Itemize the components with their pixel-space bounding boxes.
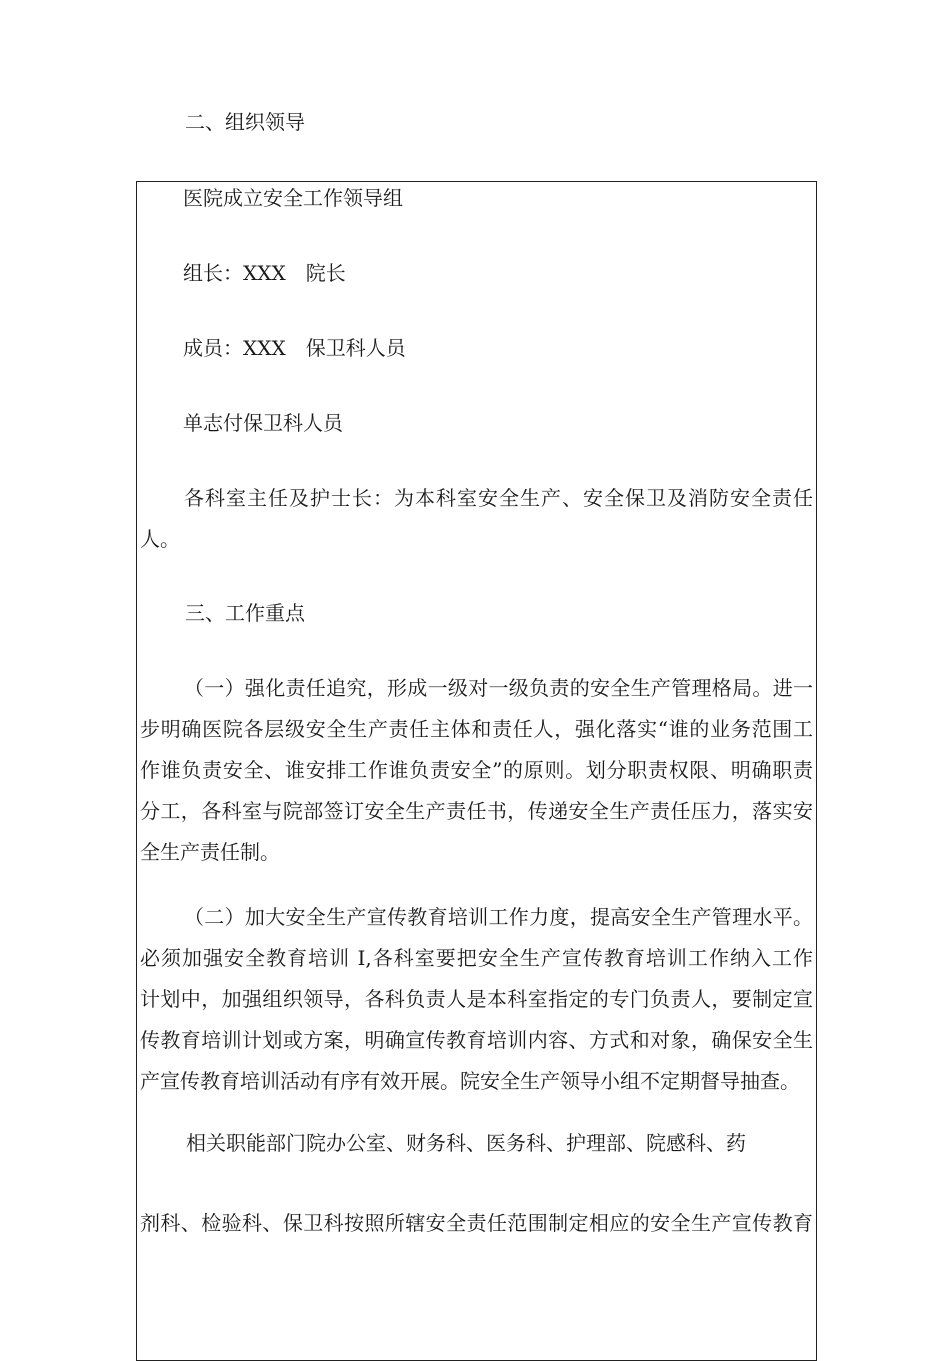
group-member-security: 单志付保卫科人员 [183,411,343,435]
paragraph-line: 步明确医院各层级安全生产责任主体和责任人，强化落实“谁的业务范围工 [140,717,813,741]
paragraph-line: 传教育培训计划或方案，明确宣传教育培训内容、方式和对象，确保安全生 [140,1028,813,1052]
paragraph-line: 人。 [140,527,180,551]
work-item-1-paragraph [140,668,813,873]
paragraph-line: 剂科、检验科、保卫科按照所辖安全责任范围制定相应的安全生产宣传教育 [140,1211,813,1235]
group-leader: 组长：XXX 院长 [183,261,346,285]
section-heading-organization: 二、组织领导 [185,110,305,134]
paragraph-line: 全生产责任制。 [140,840,280,864]
section-heading-work-focus: 三、工作重点 [185,601,305,625]
paragraph-line: 作谁负责安全、谁安排工作谁负责安全”的原则。划分职责权限、明确职责 [140,758,813,782]
related-departments-paragraph [140,1203,813,1244]
related-departments-line-1: 相关职能部门院办公室、财务科、医务科、护理部、院感科、药 [186,1131,746,1155]
paragraph-line: （一）强化责任追究，形成一级对一级负责的安全生产管理格局。进一 [184,676,813,700]
paragraph-line: 分工，各科室与院部签订安全生产责任书，传递安全生产责任压力，落实安 [140,799,813,823]
group-members: 成员：XXX 保卫科人员 [183,336,406,360]
leadership-group-intro: 医院成立安全工作领导组 [183,186,403,210]
paragraph-line: 产宣传教育培训活动有序有效开展。院安全生产领导小组不定期督导抽查。 [140,1069,800,1093]
paragraph-line: 各科室主任及护士长：为本科室安全生产、安全保卫及消防安全责任 [184,486,813,510]
paragraph-line: 必须加强安全教育培训 I,各科室要把安全生产宣传教育培训工作纳入工作 [140,946,813,970]
dept-heads-paragraph [140,478,813,560]
paragraph-line: （二）加大安全生产宣传教育培训工作力度，提高安全生产管理水平。 [184,905,813,929]
paragraph-line: 计划中，加强组织领导，各科负责人是本科室指定的专门负责人，要制定宣 [140,987,813,1011]
work-item-2-paragraph [140,897,813,1102]
